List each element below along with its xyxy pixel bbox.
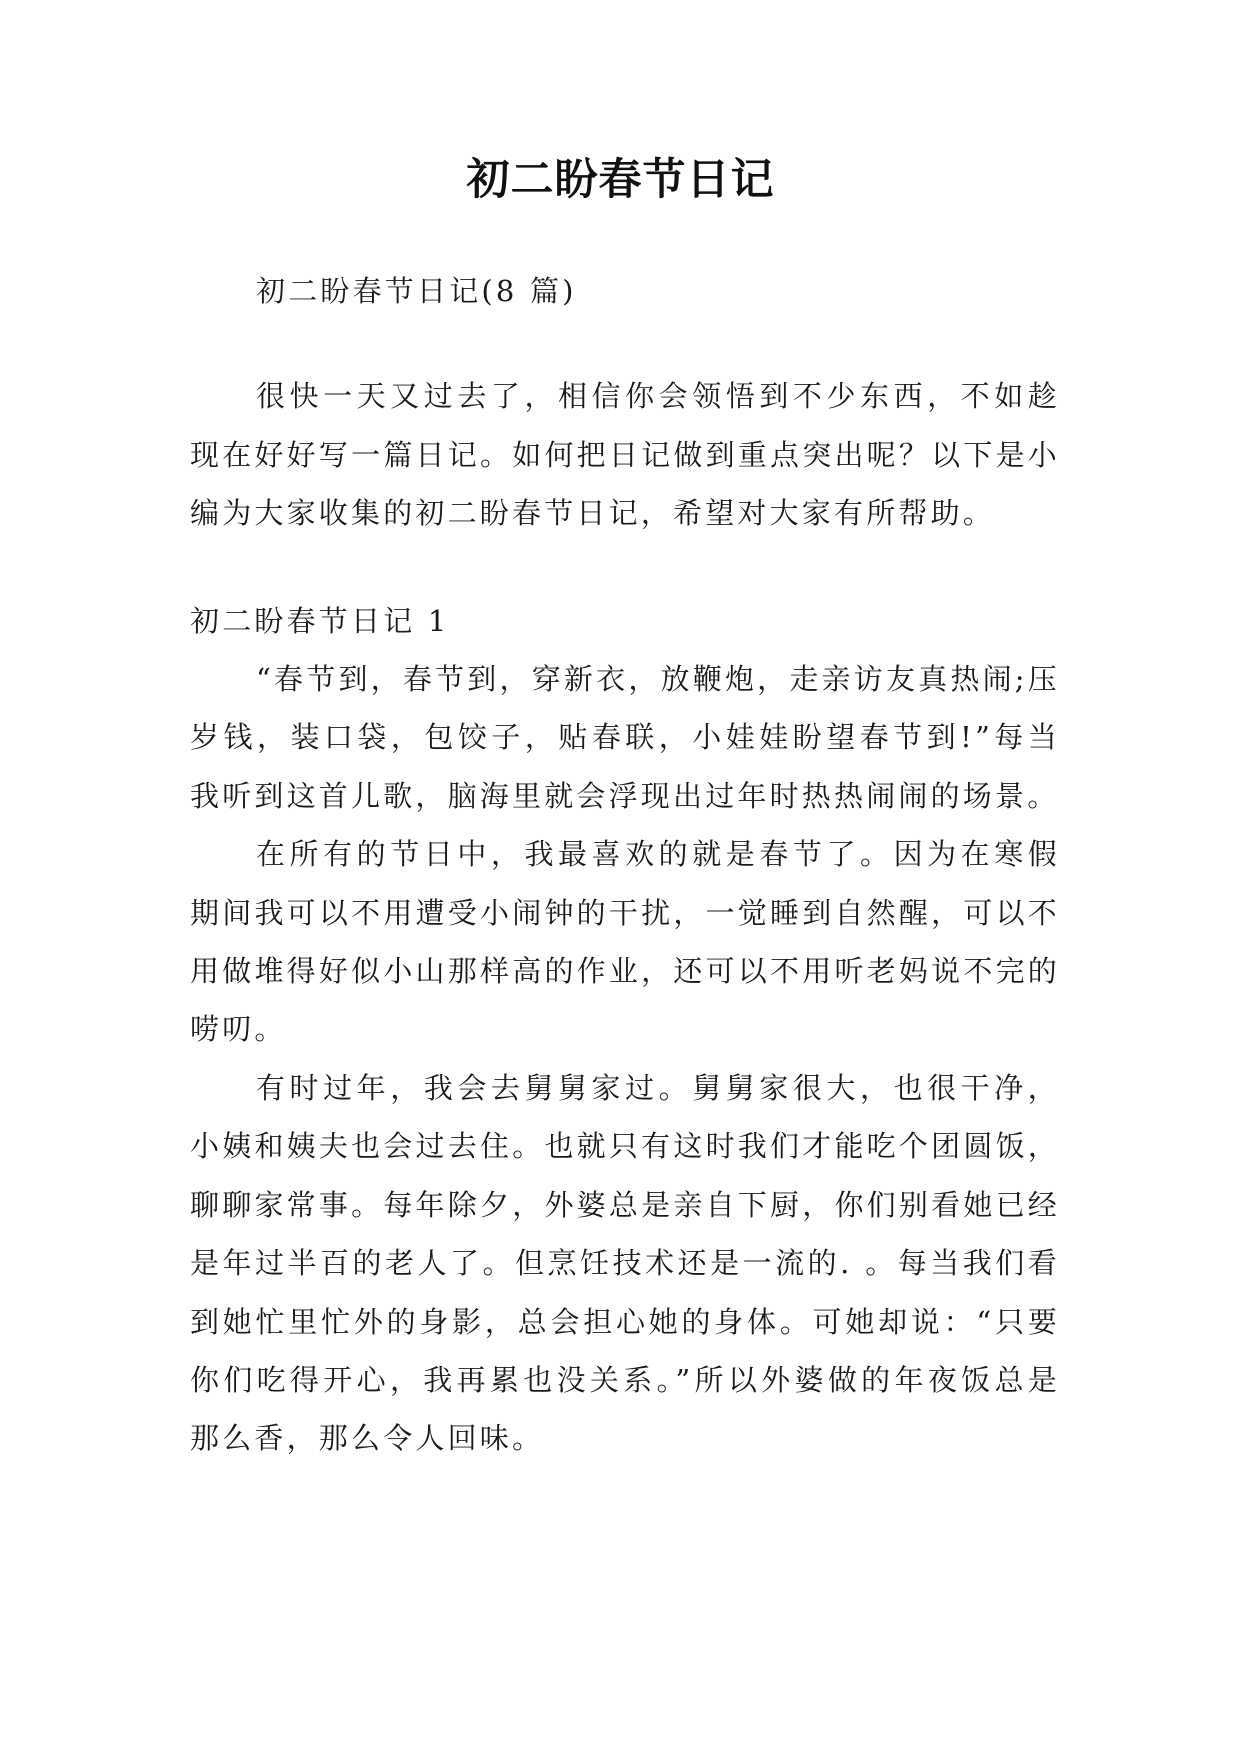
section-paragraph-2: 在所有的节日中，我最喜欢的就是春节了。因为在寒假期间我可以不用遭受小闹钟的干扰，一觉睡到自然醒，可以不用做堆得好似小山那样高的作业，还可以不用听老妈说不完的唠叨。 [190, 837, 1060, 1047]
diary-section-1 [190, 592, 1060, 1468]
section-paragraph-1: “春节到，春节到，穿新衣，放鞭炮，走亲访友真热闹;压岁钱，装口袋，包饺子，贴春联，小娃娃盼望春节到!”每当我听到这首儿歌，脑海里就会浮现出过年时热热闹闹的场景。 [190, 662, 1060, 813]
section-paragraph-3: 有时过年，我会去舅舅家过。舅舅家很大，也很干净，小姨和姨夫也会过去住。也就只有这时我们才能吃个团圆饭，聊聊家常事。每年除夕，外婆总是亲自下厨，你们别看她已经是年过半百的老人了。但烹饪技术还是一流的. 。每当我们看到她忙里忙外的身影，总会担心她的身体。可她却说：“只要你们吃得开心，我再累也没关系。”所以外婆做的年夜饭总是那么香，那么令人回味。 [190, 1070, 1060, 1456]
document-title: 初二盼春节日记 [466, 155, 775, 205]
document-body [190, 262, 1060, 1468]
document-subtitle: 初二盼春节日记(8 篇) [256, 274, 577, 308]
intro-paragraph: 很快一天又过去了，相信你会领悟到不少东西，不如趁现在好好写一篇日记。如何把日记做到重点突出呢？以下是小编为大家收集的初二盼春节日记，希望对大家有所帮助。 [190, 379, 1060, 531]
section-heading: 初二盼春节日记 1 [190, 603, 450, 638]
